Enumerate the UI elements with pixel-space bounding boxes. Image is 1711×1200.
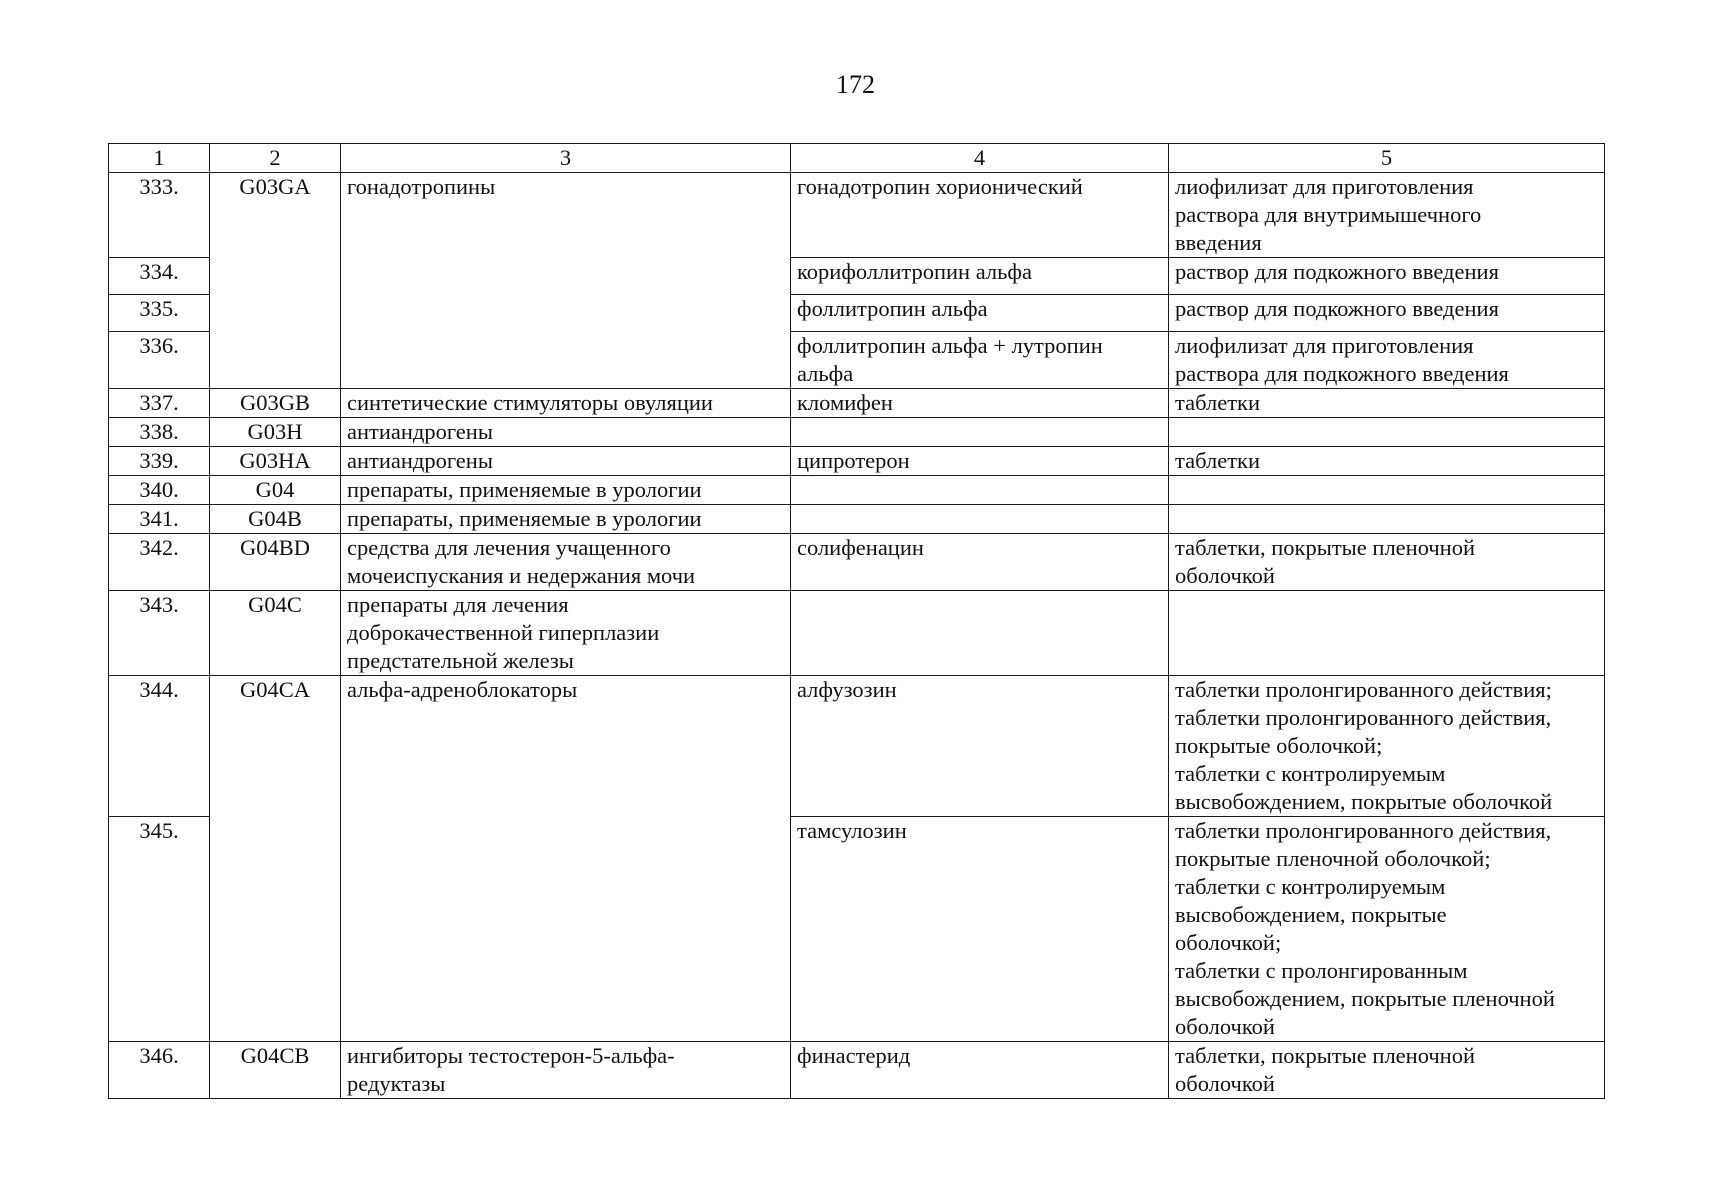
drug-name: гонадотропин хорионический <box>791 173 1169 258</box>
pharmacological-group: синтетические стимуляторы овуляции <box>341 389 791 418</box>
table-row <box>109 1042 1605 1099</box>
drug-name: корифоллитропин альфа <box>791 258 1169 295</box>
drug-name: ципротерон <box>791 447 1169 476</box>
drug-name: финастерид <box>791 1042 1169 1099</box>
pharmacological-group: гонадотропины <box>341 173 791 389</box>
dosage-form: таблетки пролонгированного действия; таблетки пролонгированного действия, покрытые оболочкой; таблетки с контролируемым высвобождением, покрытые оболочкой <box>1169 676 1605 817</box>
row-number: 337. <box>109 389 210 418</box>
pharmacological-group: антиандрогены <box>341 418 791 447</box>
atc-code: G04CA <box>210 676 341 1042</box>
table-row <box>109 591 1605 676</box>
pharmacological-group: средства для лечения учащенного мочеиспускания и недержания мочи <box>341 534 791 591</box>
table-header-row <box>109 144 1605 173</box>
drug-name: кломифен <box>791 389 1169 418</box>
row-number: 343. <box>109 591 210 676</box>
atc-code: G04CB <box>210 1042 341 1099</box>
column-header: 2 <box>210 144 341 173</box>
drug-name: алфузозин <box>791 676 1169 817</box>
table-row <box>109 534 1605 591</box>
dosage-form <box>1169 505 1605 534</box>
drug-name <box>791 418 1169 447</box>
dosage-form <box>1169 418 1605 447</box>
table-row <box>109 173 1605 258</box>
dosage-form: раствор для подкожного введения <box>1169 295 1605 332</box>
pharmacological-group: альфа-адреноблокаторы <box>341 676 791 1042</box>
atc-code: G04C <box>210 591 341 676</box>
atc-code: G04 <box>210 476 341 505</box>
atc-code: G04BD <box>210 534 341 591</box>
row-number: 334. <box>109 258 210 295</box>
row-number: 344. <box>109 676 210 817</box>
drug-name: солифенацин <box>791 534 1169 591</box>
table-row <box>109 389 1605 418</box>
dosage-form: таблетки <box>1169 389 1605 418</box>
row-number: 336. <box>109 332 210 389</box>
row-number: 340. <box>109 476 210 505</box>
pharmacological-group: препараты для лечения доброкачественной гиперплазии предстательной железы <box>341 591 791 676</box>
atc-code: G03GB <box>210 389 341 418</box>
pharmacological-group: ингибиторы тестостерон-5-альфа- редуктазы <box>341 1042 791 1099</box>
row-number: 346. <box>109 1042 210 1099</box>
dosage-form: раствор для подкожного введения <box>1169 258 1605 295</box>
table-row <box>109 505 1605 534</box>
column-header: 1 <box>109 144 210 173</box>
drug-name: тамсулозин <box>791 817 1169 1042</box>
pharmacological-group: препараты, применяемые в урологии <box>341 505 791 534</box>
row-number: 341. <box>109 505 210 534</box>
atc-code: G04B <box>210 505 341 534</box>
column-header: 5 <box>1169 144 1605 173</box>
column-header: 3 <box>341 144 791 173</box>
drug-name: фоллитропин альфа <box>791 295 1169 332</box>
atc-code: G03HA <box>210 447 341 476</box>
row-number: 338. <box>109 418 210 447</box>
drug-list-table <box>108 143 1605 1099</box>
column-header: 4 <box>791 144 1169 173</box>
drug-name <box>791 476 1169 505</box>
drug-name: фоллитропин альфа + лутропин альфа <box>791 332 1169 389</box>
page-number: 172 <box>836 70 875 99</box>
atc-code: G03H <box>210 418 341 447</box>
dosage-form <box>1169 591 1605 676</box>
table-row <box>109 676 1605 817</box>
dosage-form: таблетки, покрытые пленочной оболочкой <box>1169 534 1605 591</box>
dosage-form: таблетки, покрытые пленочной оболочкой <box>1169 1042 1605 1099</box>
table-row <box>109 418 1605 447</box>
pharmacological-group: антиандрогены <box>341 447 791 476</box>
drug-name <box>791 505 1169 534</box>
dosage-form: таблетки <box>1169 447 1605 476</box>
pharmacological-group: препараты, применяемые в урологии <box>341 476 791 505</box>
dosage-form: лиофилизат для приготовления раствора для внутримышечного введения <box>1169 173 1605 258</box>
drug-name <box>791 591 1169 676</box>
row-number: 335. <box>109 295 210 332</box>
atc-code: G03GA <box>210 173 341 389</box>
dosage-form <box>1169 476 1605 505</box>
dosage-form: таблетки пролонгированного действия, покрытые пленочной оболочкой; таблетки с контролируемым высвобождением, покрытые оболочкой; таблетки с пролонгированным высвобождением, покрытые пленочной оболочкой <box>1169 817 1605 1042</box>
row-number: 345. <box>109 817 210 1042</box>
table-row <box>109 476 1605 505</box>
row-number: 339. <box>109 447 210 476</box>
dosage-form: лиофилизат для приготовления раствора для подкожного введения <box>1169 332 1605 389</box>
table-row <box>109 447 1605 476</box>
row-number: 342. <box>109 534 210 591</box>
row-number: 333. <box>109 173 210 258</box>
